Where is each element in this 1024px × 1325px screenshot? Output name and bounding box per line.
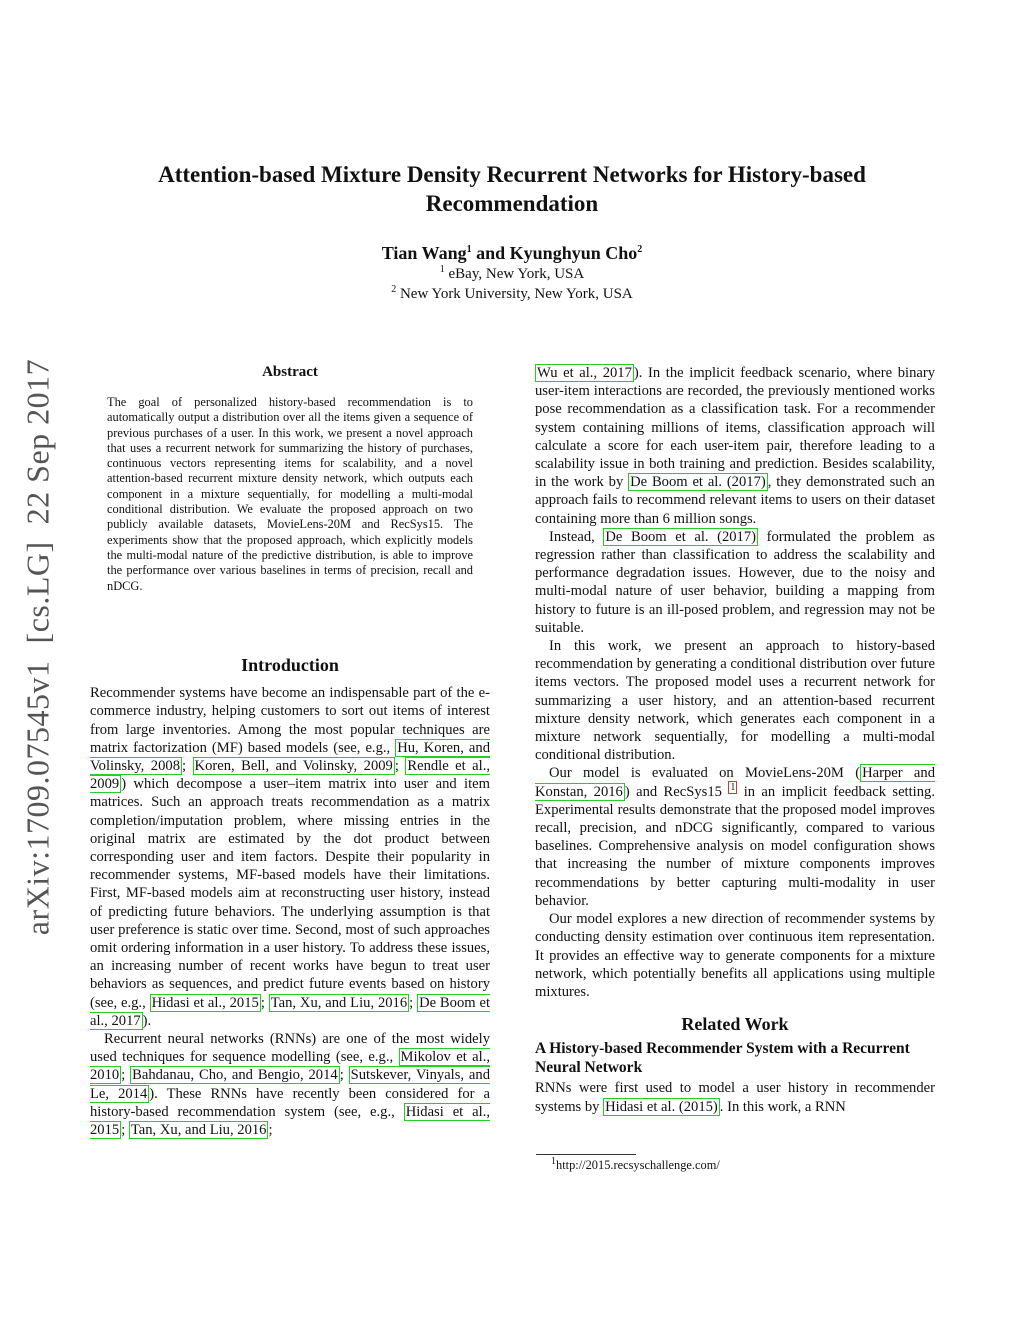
related-paragraph-1 [535,1079,935,1115]
arxiv-stamp [18,352,58,942]
title-line-2: Recommendation [425,191,599,216]
text-run: ) and RecSys15 [624,783,729,800]
citation-hidasi-3[interactable]: Hidasi et al. (2015) [605,1098,718,1115]
text-run: ; [121,1067,131,1084]
citation-deboom-3[interactable]: De Boom et al. (2017) [605,528,757,545]
footnote [551,1155,720,1173]
title-line-1: Attention-based Mixture Density Recurrent Networks for History-based [158,162,866,187]
author-sup-1: 1 [466,244,472,255]
text-run: Instead, [549,528,604,545]
citation-deboom-2[interactable]: De Boom et al. (2017) [630,474,766,491]
intro-paragraph-4: In this work, we present an approach to history-based recommendation by generating a conditional distribution over future items vectors. The proposed model uses a recurrent network for summarizing a user history, and an attention-based recurrent mixture density network, which generates each component in a mixture network sequentially, for modelling a multi-modal conditional distribution. [535,638,935,764]
introduction-heading: Introduction [241,655,339,675]
intro-paragraph-1 [90,684,490,1030]
right-column [535,364,935,1116]
affiliation-sup-2: 2 [391,284,397,295]
citation-deboom-1[interactable]: De Boom et al., 2017 [90,994,491,1029]
intro-paragraph-6: Our model explores a new direction of recommender systems by conducting density estimation over continuous item representation. It provides an effective way to generate components for a mixture network, which potentially benefits all applications using multiple mixtures. [535,911,935,1000]
intro-paragraph-2-cont [535,364,935,528]
text-run: , they demonstrated such an approach fails to recommend relevant items to users on their dataset containing more than 6 million songs. [535,474,935,527]
text-run: ; [260,994,269,1011]
intro-paragraph-2-start [90,1030,490,1139]
citation-rendle[interactable]: Rendle et al., 2009 [90,758,491,793]
text-run: ) which decompose a user–item matrix into user and item matrices. Such an approach treats recommendation as a matrix completion/imputation problem, where missing entries in the original matrix are estimated by the dot product between corresponding user and item factors. Despite their popularity in recommender systems, MF-based models have their limitations. First, MF-based models aim at reconstructing user history, instead of predicting future behaviors. The underlying assumption is that user preference is static over time. Second, most of such approaches omit ordering information in a user history. To address these issues, an increasing number of recent works have begun to treat user behaviors as sequences, and predict future events based on history (see, e.g., [90,776,490,1011]
text-run: ; [394,758,406,775]
citation-koren[interactable]: Koren, Bell, and Volinsky, 2009 [194,758,393,775]
text-run: RNNs were first used to model a user history in recommender systems by [535,1080,935,1115]
citation-mikolov[interactable]: Mikolov et al., 2010 [90,1049,490,1084]
text-run: formulated the problem as regression rather than classification to address the scalability and performance degradation issues. However, due to the noisy and multi-modal nature of user behavior, building a mapping from history to future is an ill-posed problem, and regression may not be suitable. [535,528,935,636]
footnote-link[interactable]: 1 [730,781,736,793]
text-run: Recurrent neural networks (RNNs) are one of the most widely used techniques for sequence modelling (see, e.g., [90,1031,490,1066]
citation-wu[interactable]: Wu et al., 2017 [537,365,632,381]
author-name-1: Tian Wang [381,243,467,263]
affiliation-1 [0,266,1024,283]
affiliation-text-1: eBay, New York, USA [448,266,585,282]
footnote-rule [536,1154,636,1155]
affiliation-text-2: New York University, New York, USA [399,286,633,302]
intro-paragraph-5 [535,764,935,910]
intro-paragraph-3 [535,528,935,637]
text-run: ; [182,758,193,775]
author-join: and [471,243,510,263]
arxiv-id: arXiv:1709.07545v1 [cs.LG] 22 Sep 2017 [19,358,56,936]
abstract-heading: Abstract [262,364,318,380]
text-run: ; [339,1067,349,1084]
text-run: in an implicit feedback setting. Experimental results demonstrate that the proposed model improves recall, precision, and nDCG significantly, compared to various baselines. Comprehensive analysis on model configuration shows that increasing the number of mixture components improves recommendations by better capturing multi-modality in user behavior. [535,783,935,909]
related-work-subheading: A History-based Recommender System with a Recurrent Neural Network [535,1040,910,1077]
text-run: ). In the implicit feedback scenario, where binary user-item interactions are recorded, the previously mentioned works pose recommendation as a classification task. For a recommender system containing millions of items, classification approach will calculate a score for each user-item pair, therefore leading to a scalability issue in both training and prediction. Besides scalability, in the work by [535,365,936,491]
citation-hidasi-2[interactable]: Hidasi et al., 2015 [90,1103,490,1139]
citation-tan-2[interactable]: Tan, Xu, and Liu, 2016 [130,1122,267,1139]
author-name-2: Kyunghyun Cho [509,243,638,263]
left-column [90,656,490,1139]
text-run: Our model is evaluated on MovieLens-20M ( [549,765,861,782]
affiliation-sup-1: 1 [439,264,445,275]
footnote-mark: 1 [551,1155,556,1167]
footnote-url[interactable]: http://2015.recsyschallenge.com/ [556,1158,720,1172]
citation-tan-1[interactable]: Tan, Xu, and Liu, 2016 [270,994,408,1011]
related-work-heading: Related Work [681,1014,789,1035]
text-run: ; [268,1122,273,1139]
citation-hidasi-1[interactable]: Hidasi et al., 2015 [151,994,259,1011]
author-sup-2: 2 [637,244,643,255]
citation-sutskever[interactable]: Sutskever, Vinyals, and Le, 2014 [90,1067,490,1102]
citation-harper[interactable]: Harper and Konstan, 2016 [535,765,935,800]
paper-title [100,160,924,218]
citation-bahdanau[interactable]: Bahdanau, Cho, and Bengio, 2014 [132,1067,338,1084]
text-run: ). [142,1012,152,1029]
citation-hu[interactable]: Hu, Koren, and Volinsky, 2008 [90,739,490,775]
abstract-text: The goal of personalized history-based recommendation is to automatically output a distribution over all the items given a sequence of previous purchases of a user. In this work, we present a novel approach that uses a recurrent network for summarizing the history of purchases, continuous vectors representing items for scalability, and a novel attention-based recurrent mixture density network, which outputs each component in a mixture sequentially, for modelling a multi-modal conditional distribution. We evaluate the proposed approach on two publicly available datasets, MovieLens-20M and RecSys15. The experiments show that the proposed approach, which explicitly models the multi-modal nature of the predictive distribution, is able to improve the performance over various baselines in terms of precision, recall and nDCG. [107,395,473,593]
text-run: ; [121,1122,129,1139]
author-line [0,243,1024,264]
text-run: ; [409,994,418,1011]
text-run: . In this work, a RNN [719,1098,846,1115]
affiliation-2 [0,286,1024,303]
text-run: ). These RNNs have recently been considered for a history-based recommendation system (see, e.g., [90,1085,490,1120]
text-run: Recommender systems have become an indispensable part of the e-commerce industry, helping customers to sort out items of interest from large inventories. Among the most popular techniques are matrix factorization (MF) based models (see, e.g., [90,685,490,756]
